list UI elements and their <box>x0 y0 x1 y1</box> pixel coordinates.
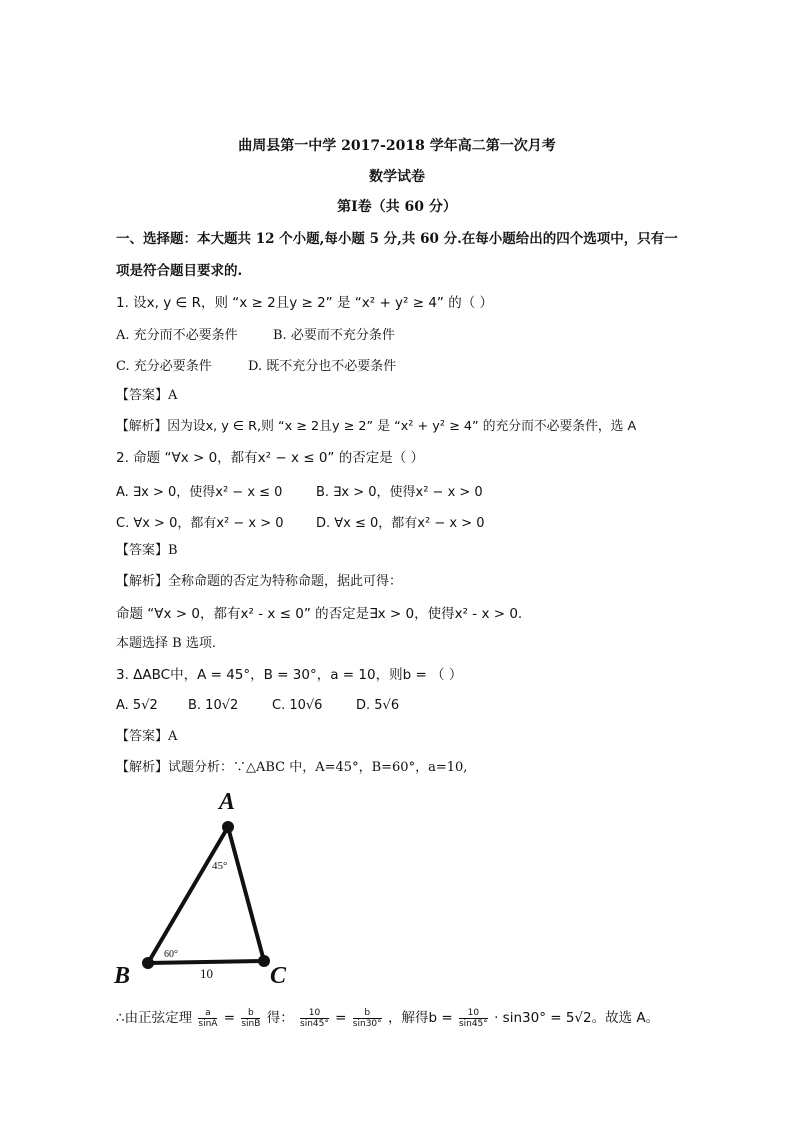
side-bc-label: 10 <box>200 966 213 981</box>
fraction-b-over-sinb: $\frac{b}{\sin B}$ <box>241 1007 261 1029</box>
section-heading-line1: 一、选择题：本大题共 12 个小题,每小题 5 分,共 60 分.在每小题给出的四个选项中，只有一 <box>116 231 678 247</box>
q3-option-b: B. 10√2 <box>188 698 239 713</box>
q2-analysis-line1: 【解析】全称命题的否定为特称命题，据此可得： <box>116 574 403 589</box>
vertex-a-dot <box>222 821 234 833</box>
document-title: 曲周县第一中学 2017-2018 学年高二第一次月考 <box>238 138 556 154</box>
vertex-c-dot <box>258 955 270 967</box>
vertex-b-label: B <box>114 963 131 989</box>
q3-stem: 3. ΔABC中，A = 45°，B = 30°，a = 10，则b = （ ） <box>116 667 463 683</box>
q2-option-a: A. ∃x > 0，使得x² − x ≤ 0 <box>116 485 283 500</box>
fraction-10-over-sin45: $\frac{10}{\sin 45^\circ}$ <box>300 1007 329 1029</box>
section-heading-line2: 项是符合题目要求的. <box>116 263 243 279</box>
q2-option-d: D. ∀x ≤ 0，都有x² − x > 0 <box>316 516 485 531</box>
q1-analysis: 【解析】因为设x, y ∈ R,则 “x ≥ 2且y ≥ 2” 是 “x² + y² ≥ 4” 的充分而不必要条件，选 A <box>116 419 637 434</box>
q3-option-d: D. 5√6 <box>356 698 400 713</box>
vertex-c-label: C <box>270 963 287 989</box>
q2-stem: 2. 命题 “∀x > 0，都有x² − x ≤ 0” 的否定是（ ） <box>116 450 425 466</box>
q1-option-c: C. 充分必要条件 <box>116 359 212 374</box>
q3-conclusion: ∴由正弦定理 $\frac{a}{\sin A}$ = $\frac{b}{\sin B}$ 得： $\frac{10}{\sin 45^\circ}$ = $\frac{b}{\sin 30^\circ}$ ，解得b = $\frac{10}{\sin 45^\circ}$ · sin30° = 5√2。故选 A。 <box>116 1007 660 1029</box>
fraction-10-over-sin45-result: $\frac{10}{\sin 45^\circ}$ <box>458 1007 488 1029</box>
q1-answer: 【答案】A <box>116 388 178 403</box>
fraction-b-over-sin30: $\frac{b}{\sin 30^\circ}$ <box>352 1007 382 1029</box>
volume-heading: 第Ⅰ卷（共 60 分） <box>337 199 457 215</box>
triangle-figure <box>108 785 308 995</box>
q2-analysis-line3: 本题选择 B 选项. <box>116 636 216 651</box>
q1-stem: 1. 设x, y ∈ R，则 “x ≥ 2且y ≥ 2” 是 “x² + y² ≥ 4” 的（ ） <box>116 295 494 311</box>
q3-option-a: A. 5√2 <box>116 698 158 713</box>
q3-option-c: C. 10√6 <box>272 698 323 713</box>
q1-option-a: A. 充分而不必要条件 <box>116 328 238 343</box>
angle-b-label: 60° <box>164 949 178 960</box>
q2-answer: 【答案】B <box>116 543 178 558</box>
fraction-a-over-sina: $\frac{a}{\sin A}$ <box>198 1007 218 1029</box>
conclusion-prefix: ∴由正弦定理 <box>116 1010 193 1026</box>
q2-analysis-line2: 命题 “∀x > 0，都有x² - x ≤ 0” 的否定是∃x > 0，使得x² - x > 0. <box>116 606 523 622</box>
q1-option-d: D. 既不充分也不必要条件 <box>248 359 397 374</box>
vertex-a-label: A <box>219 789 236 815</box>
q3-analysis: 【解析】试题分析：∵△ABC 中，A=45°，B=60°，a=10, <box>116 760 468 775</box>
document-subtitle: 数学试卷 <box>369 169 425 185</box>
angle-a-label: 45° <box>212 860 228 872</box>
q2-option-b: B. ∃x > 0，使得x² − x > 0 <box>316 485 483 500</box>
q1-option-b: B. 必要而不充分条件 <box>273 328 395 343</box>
vertex-b-dot <box>142 957 154 969</box>
q3-answer: 【答案】A <box>116 729 178 744</box>
q2-option-c: C. ∀x > 0，都有x² − x > 0 <box>116 516 284 531</box>
